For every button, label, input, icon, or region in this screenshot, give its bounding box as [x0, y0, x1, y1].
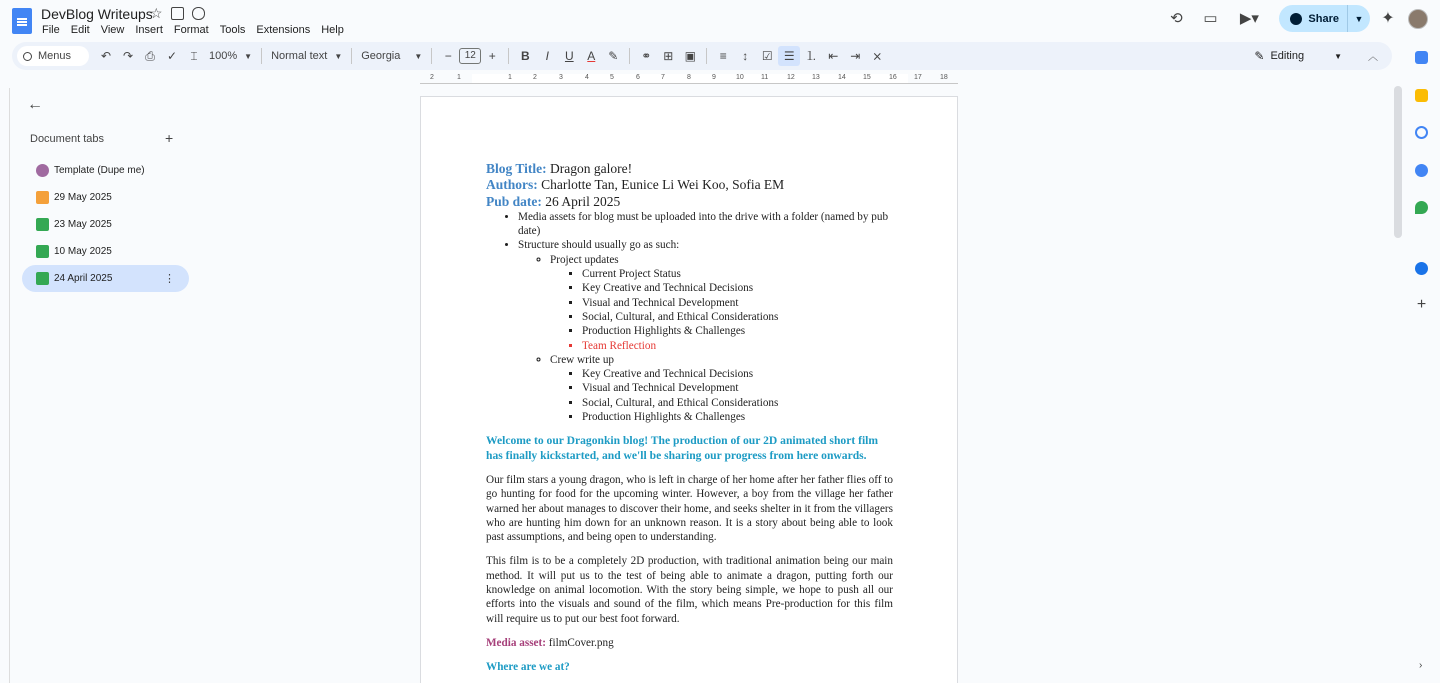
tasks-icon[interactable]: [1415, 126, 1428, 139]
decrease-indent-icon[interactable]: ⇤: [828, 49, 839, 63]
tab-item-active[interactable]: [22, 265, 189, 292]
ruler-tick: 1: [508, 74, 512, 81]
menu-format[interactable]: Format: [173, 24, 209, 36]
list-item: ▪ Key Creative and Technical Decisions: [582, 367, 893, 381]
chevron-down-icon: ▼: [244, 51, 253, 61]
expand-side-panel-icon[interactable]: ›: [1419, 660, 1423, 671]
menu-extensions[interactable]: Extensions: [256, 24, 311, 36]
zoom-value: 100%: [209, 50, 238, 62]
list-item: [550, 353, 893, 424]
docs-logo-icon[interactable]: [12, 8, 32, 34]
editing-mode-select[interactable]: [1254, 42, 1342, 70]
font-size-input[interactable]: 12: [459, 48, 481, 64]
share-button-group: [1279, 5, 1370, 32]
welcome-heading: Welcome to our Dragonkin blog! The production of our 2D animated short film has finally kickstarted, and we'll be sharing our progress from here onwards.: [486, 434, 879, 462]
authors-label: Authors:: [486, 177, 538, 193]
line-spacing-icon[interactable]: ↕: [742, 49, 749, 63]
side-panel-apps: [1404, 42, 1440, 683]
tab-label: Template (Dupe me): [54, 165, 145, 176]
add-tab-icon[interactable]: +: [165, 130, 174, 146]
ruler-tick: 2: [533, 74, 537, 81]
divider: [431, 48, 432, 64]
spellcheck-icon[interactable]: ✓: [166, 49, 178, 63]
share-button[interactable]: [1279, 5, 1348, 32]
document-page[interactable]: [420, 96, 958, 683]
tab-item[interactable]: [22, 157, 189, 184]
ruler-tick: 5: [610, 74, 614, 81]
style-select[interactable]: [267, 50, 346, 62]
menu-insert[interactable]: Insert: [135, 24, 163, 36]
checklist-icon[interactable]: ☑: [761, 49, 773, 63]
tab-emoji-icon: [36, 164, 49, 177]
pencil-icon: ✎: [1254, 49, 1265, 63]
media-asset-label: Media asset:: [486, 636, 546, 649]
menu-bar: [42, 23, 344, 37]
highlight-icon[interactable]: ✎: [608, 49, 619, 63]
italic-icon[interactable]: I: [545, 49, 549, 63]
tab-emoji-icon: [36, 191, 49, 204]
ruler-tick: 14: [838, 74, 846, 81]
clear-formatting-icon[interactable]: ⨯: [872, 49, 883, 63]
ruler-tick: 1: [457, 74, 461, 81]
menu-tools[interactable]: Tools: [219, 24, 246, 36]
divider: [706, 48, 707, 64]
underline-icon[interactable]: U: [564, 49, 574, 63]
redo-icon[interactable]: ↷: [122, 49, 134, 63]
paint-format-icon[interactable]: ⌶: [190, 49, 198, 63]
checkmark-icon: [36, 218, 49, 231]
increase-font-size-icon[interactable]: +: [488, 49, 496, 63]
ruler-baseline: [420, 83, 958, 84]
tabs-panel-title: Document tabs: [30, 133, 104, 145]
authors-value: Charlotte Tan, Eunice Li Wei Koo, Sofia EM: [537, 177, 785, 193]
media-asset-value: filmCover.png: [545, 636, 614, 649]
add-icon[interactable]: +: [1416, 296, 1427, 313]
meet-icon[interactable]: ▶▾: [1239, 9, 1259, 27]
list-item: ▪ Visual and Technical Development: [582, 296, 893, 310]
document-title[interactable]: DevBlog Writeups: [41, 6, 153, 22]
ruler-tick: 17: [914, 74, 922, 81]
ruler-tick: 2: [430, 74, 434, 81]
numbered-list-icon[interactable]: ⒈: [805, 49, 818, 63]
header-actions: [1167, 5, 1440, 32]
section-heading: Where are we at?: [486, 661, 570, 674]
media-asset-line: [486, 636, 893, 650]
ruler-tick: 8: [687, 74, 691, 81]
ruler-tick: 16: [889, 74, 897, 81]
divider: [508, 48, 509, 64]
menu-file[interactable]: File: [42, 24, 60, 36]
nested-list: [582, 367, 893, 424]
divider: [629, 48, 630, 64]
pub-date-value: 26 April 2025: [541, 193, 621, 209]
ruler-tick: 3: [559, 74, 563, 81]
text-color-icon[interactable]: A: [587, 49, 596, 63]
divider: [351, 48, 352, 64]
list-item: ▪ Social, Cultural, and Ethical Considerations: [582, 396, 893, 410]
gemini-icon[interactable]: ✦: [1381, 9, 1395, 27]
ruler-tick: 12: [787, 74, 795, 81]
document-body[interactable]: [486, 161, 893, 675]
collapse-menus-icon[interactable]: ︿: [1368, 52, 1378, 63]
pub-date-line: [486, 194, 893, 210]
star-icon[interactable]: ☆: [150, 5, 163, 21]
ruler-tick: 7: [661, 74, 665, 81]
nested-list: [550, 253, 893, 425]
tab-label: 29 May 2025: [54, 192, 112, 203]
share-label: Share: [1308, 12, 1339, 25]
paragraph: This film is to be a completely 2D production, with traditional animation being our main method. It will put us to the test of being able to animate a dragon, putting forth our knowledge on animal locomotion. With the story being simple, we hope to push all our efforts into the visuals and sound of the film, which means Pre-production for this film will require us to put our best foot forward.: [486, 555, 893, 625]
ruler-tick: 6: [636, 74, 640, 81]
horizontal-ruler[interactable]: [420, 72, 958, 85]
tab-label: 10 May 2025: [54, 246, 112, 257]
list-item-text: Project updates: [550, 253, 619, 266]
guidelines-list: [518, 210, 893, 424]
tab-label: 24 April 2025: [54, 273, 113, 284]
list-item: ▪ Social, Cultural, and Ethical Considerations: [582, 310, 893, 324]
print-icon[interactable]: ⎙: [145, 49, 155, 63]
keep-icon[interactable]: [1415, 89, 1428, 102]
paragraph: Our film stars a young dragon, who is left in charge of her home after her father flies off to go hunting for food for the upcoming winter. However, a boy from the village her father warned her about manages to discover their home, and seeks shelter in it from the villagers who are hunting him down for an unknown reason. It is a story about being able to look past assumptions, and being open to understanding.: [486, 473, 893, 544]
cloud-status-icon[interactable]: [192, 7, 205, 20]
zoom-select[interactable]: [205, 50, 256, 62]
ruler-tick: 13: [812, 74, 820, 81]
menus-search-label: Menus: [38, 50, 72, 62]
ruler-tick: 10: [736, 74, 744, 81]
list-item: ▪ Visual and Technical Development: [582, 381, 893, 395]
calendar-icon[interactable]: [1415, 51, 1428, 64]
contacts-icon[interactable]: [1415, 164, 1428, 177]
back-arrow-icon[interactable]: ←: [27, 96, 43, 113]
chevron-down-icon: ▼: [414, 51, 423, 61]
maps-icon[interactable]: [1415, 201, 1428, 214]
chevron-down-icon: ▼: [1334, 51, 1342, 61]
chevron-down-icon: ▼: [334, 51, 343, 61]
assistant-icon[interactable]: [1415, 262, 1428, 275]
ruler-tick: 4: [585, 74, 589, 81]
share-dropdown-button[interactable]: ▼: [1354, 13, 1364, 24]
checkmark-icon: [36, 245, 49, 258]
ruler-tick: 9: [712, 74, 716, 81]
menus-search[interactable]: [17, 46, 89, 66]
more-options-icon[interactable]: ⋮: [164, 273, 175, 285]
tab-item[interactable]: [22, 211, 189, 238]
list-item: ▪ Current Project Status: [582, 267, 893, 281]
menu-help[interactable]: Help: [321, 24, 344, 36]
nested-list: [582, 267, 893, 353]
bold-icon[interactable]: B: [520, 49, 530, 63]
avatar[interactable]: [1408, 9, 1428, 29]
comment-icon[interactable]: ⊞: [663, 49, 674, 63]
increase-indent-icon[interactable]: ⇥: [850, 49, 861, 63]
history-icon[interactable]: ⟲: [1170, 9, 1183, 27]
list-item-highlighted: ▪ Team Reflection: [582, 339, 893, 353]
tab-item[interactable]: [22, 184, 189, 211]
vertical-ruler[interactable]: [0, 88, 10, 683]
bulleted-list-icon[interactable]: ☰: [778, 46, 800, 66]
list-item-text: Crew write up: [550, 353, 615, 366]
divider: [261, 48, 262, 64]
font-value: Georgia: [361, 50, 401, 62]
pub-date-label: Pub date:: [486, 193, 542, 209]
ruler-tick: 15: [863, 74, 871, 81]
list-item: • Media assets for blog must be uploaded into the drive with a folder (named by pub date): [518, 210, 893, 239]
vertical-scrollbar[interactable]: [1394, 86, 1402, 238]
align-icon[interactable]: ≡: [719, 49, 727, 63]
list-item: ▪ Key Creative and Technical Decisions: [582, 281, 893, 295]
menu-edit[interactable]: Edit: [70, 24, 90, 36]
title-icons: [150, 7, 205, 20]
list-item: [518, 238, 893, 424]
toolbar: [12, 42, 1392, 70]
list-item: ▪ Production Highlights & Challenges: [582, 410, 893, 424]
link-icon[interactable]: ⚭: [641, 49, 652, 63]
authors-line: [486, 177, 893, 193]
checkmark-icon: [36, 272, 49, 285]
globe-icon: [1290, 13, 1302, 25]
ruler-tick: 11: [761, 74, 769, 81]
search-icon: [23, 52, 32, 61]
tab-label: 23 May 2025: [54, 219, 112, 230]
undo-icon[interactable]: ↶: [100, 49, 112, 63]
list-item: [550, 253, 893, 353]
list-item: ▪ Production Highlights & Challenges: [582, 324, 893, 338]
ruler-tick: 18: [940, 74, 948, 81]
editing-mode-label: Editing: [1270, 50, 1305, 62]
move-folder-icon[interactable]: [171, 7, 184, 20]
font-select[interactable]: [357, 50, 426, 62]
blog-title-label: Blog Title:: [486, 161, 547, 176]
comments-icon[interactable]: ▭: [1203, 9, 1218, 27]
style-value: Normal text: [271, 50, 328, 62]
tab-item[interactable]: [22, 238, 189, 265]
image-icon[interactable]: ▣: [684, 49, 696, 63]
decrease-font-size-icon[interactable]: −: [444, 49, 452, 63]
blog-title-line: [486, 161, 893, 177]
blog-title-value: Dragon galore!: [546, 161, 633, 176]
list-item-text: Structure should usually go as such:: [518, 239, 680, 252]
menu-view[interactable]: View: [100, 24, 125, 36]
